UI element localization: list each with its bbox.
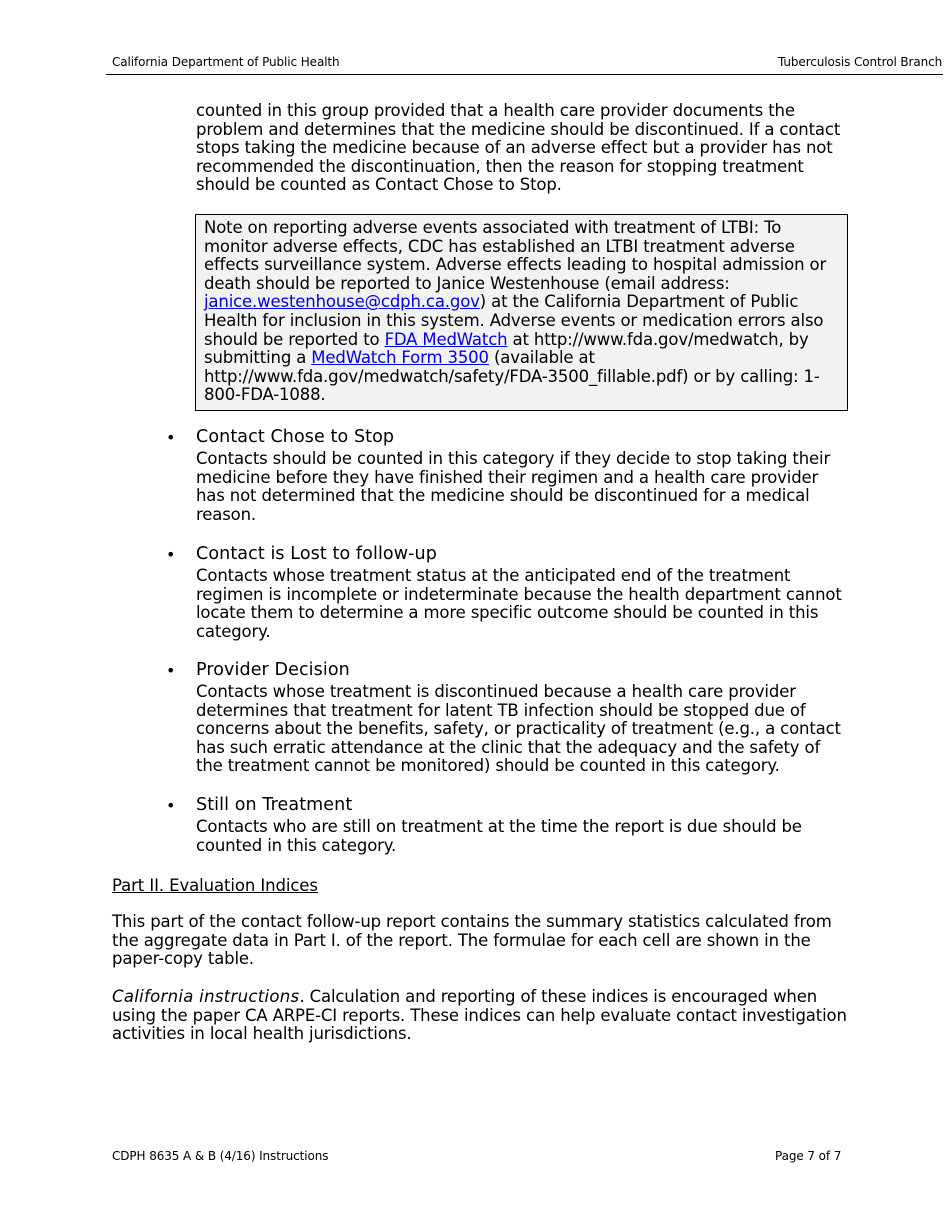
fda-medwatch-link[interactable]: FDA MedWatch bbox=[384, 329, 508, 349]
california-instructions-paragraph bbox=[112, 988, 852, 1044]
part2-paragraph: This part of the contact follow-up report contains the summary statistics calculated from the aggregate data in Part I. of the report. The formulae for each cell are shown in the paper-copy table. bbox=[112, 912, 832, 969]
bullet-title: Contact Chose to Stop bbox=[196, 427, 395, 447]
note-text-2: ) at the California Department of Public Health for inclusion in this system. Adverse events or medication errors also should be reported to bbox=[204, 292, 824, 349]
bullet-icon: • bbox=[166, 796, 176, 815]
note-text-1: Note on reporting adverse events associated with treatment of LTBI: To monitor adverse effects, CDC has established an LTBI treatment adverse effects surveillance system. Adverse effects leading to hospital admission or death should be reported to Janice Westenhouse (email address: bbox=[204, 218, 827, 293]
email-link[interactable]: janice.westenhouse@cdph.ca.gov bbox=[204, 292, 480, 312]
note-text-4: (available at http://www.fda.gov/medwatch/safety/FDA-3500_fillable.pdf) or by calling: 1-800-FDA-1088. bbox=[204, 348, 820, 405]
footer-page-number: Page 7 of 7 bbox=[775, 1149, 842, 1163]
california-instructions-text: . Calculation and reporting of these indices is encouraged when using the paper CA ARPE-CI reports. These indices can help evaluate contact investigation activities in local health jurisdictions. bbox=[112, 987, 847, 1044]
intro-paragraph: counted in this group provided that a health care provider documents the problem and determines that the medicine should be discontinued. If a contact stops taking the medicine because of an adverse effect but a provider has not recommended the discontinuation, then the reason for stopping treatment should be counted as Contact Chose to Stop. bbox=[196, 101, 841, 195]
bullet-icon: • bbox=[166, 661, 176, 680]
adverse-events-note bbox=[195, 214, 848, 411]
footer-form-id: CDPH 8635 A & B (4/16) Instructions bbox=[112, 1149, 329, 1163]
medwatch-form-link[interactable]: MedWatch Form 3500 bbox=[311, 348, 489, 368]
bullet-description: Contacts whose treatment status at the anticipated end of the treatment regimen is incomplete or indeterminate because the health department cannot locate them to determine a more specific outcome should be counted in this category. bbox=[196, 566, 842, 641]
bullet-title: Still on Treatment bbox=[196, 795, 353, 815]
california-instructions-label: California instructions bbox=[112, 987, 300, 1006]
bullet-description: Contacts whose treatment is discontinued because a health care provider determines that treatment for latent TB infection should be stopped due of concerns about the benefits, safety, or practicality of treatment (e.g., a contact has such erratic attendance at the clinic that the adequacy and the safety of the treatment cannot be monitored) should be counted in this category. bbox=[196, 682, 841, 776]
bullet-icon: • bbox=[166, 428, 176, 447]
bullet-title: Provider Decision bbox=[196, 660, 350, 680]
bullet-description: Contacts who are still on treatment at the time the report is due should be counted in this category. bbox=[196, 817, 802, 855]
note-text-3: at http://www.fda.gov/medwatch, by submitting a bbox=[204, 329, 809, 368]
bullet-title: Contact is Lost to follow-up bbox=[196, 544, 437, 564]
header-department: California Department of Public Health bbox=[112, 55, 340, 69]
bullet-icon: • bbox=[166, 545, 176, 564]
bullet-description: Contacts should be counted in this category if they decide to stop taking their medicine before they have finished their regimen and a health care provider has not determined that the medicine should be discontinued for a medical reason. bbox=[196, 449, 831, 524]
section-heading: Part II. Evaluation Indices bbox=[112, 876, 318, 895]
header-divider bbox=[106, 74, 943, 75]
header-branch: Tuberculosis Control Branch bbox=[778, 55, 943, 69]
